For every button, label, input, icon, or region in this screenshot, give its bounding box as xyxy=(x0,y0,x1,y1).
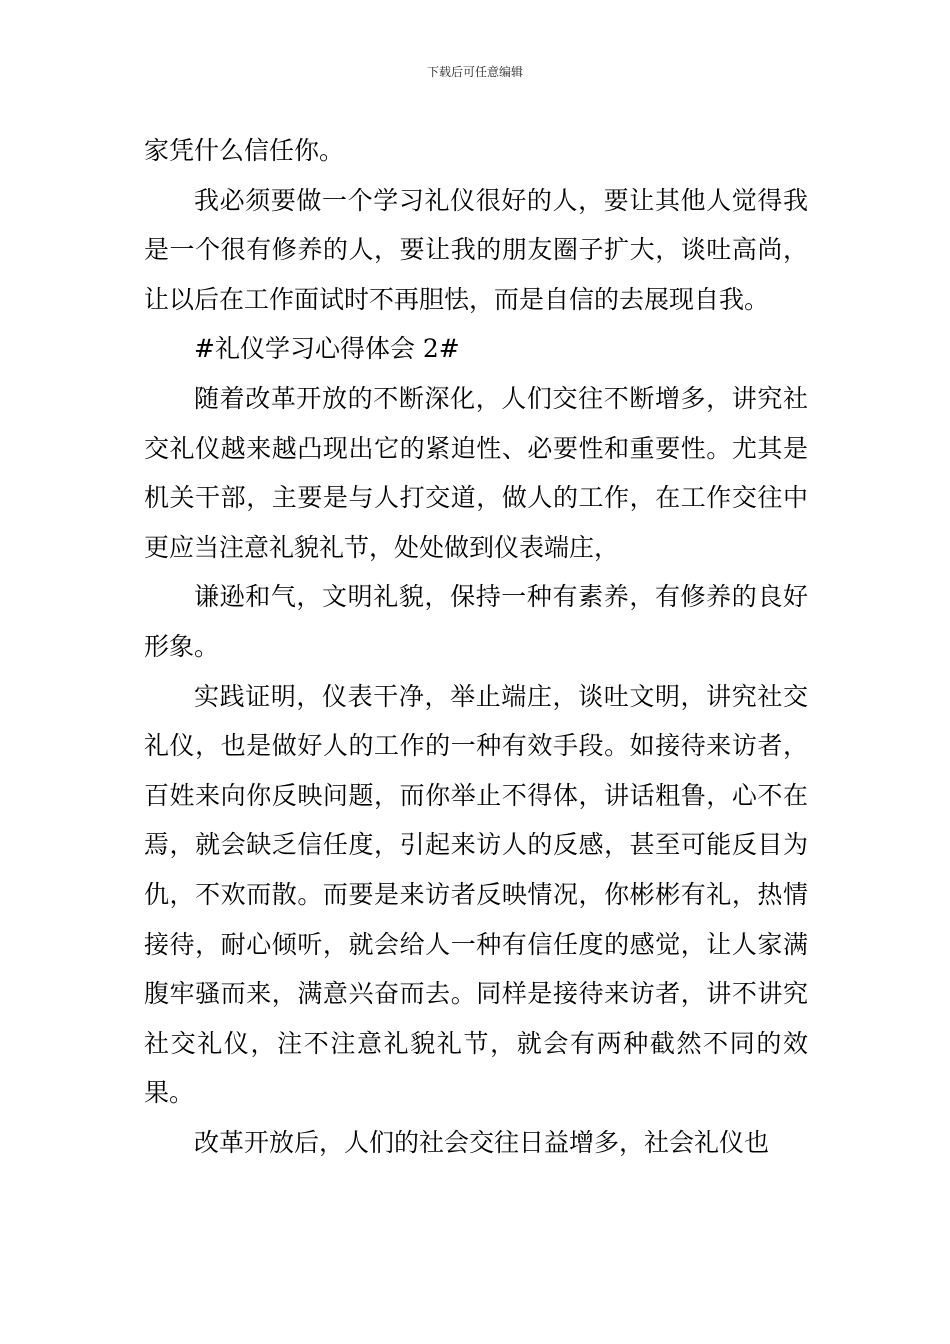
document-body xyxy=(144,126,808,1167)
paragraph: 改革开放后，人们的社会交往日益增多，社会礼仪也 xyxy=(194,1127,770,1157)
paragraph: 我必须要做一个学习礼仪很好的人，要让其他人觉得我是一个很有修养的人，要让我的朋友圈子扩大，谈吐高尚，让以后在工作面试时不再胆怯，而是自信的去展现自我。 xyxy=(144,185,808,314)
page-header: 下载后可任意编辑 xyxy=(426,65,523,79)
paragraph: 随着改革开放的不断深化，人们交往不断增多，讲究社交礼仪越来越凸现出它的紧迫性、必要性和重要性。尤其是机关干部，主要是与人打交道，做人的工作，在工作交往中更应当注意礼貌礼节，处处做到仪表端庄， xyxy=(144,383,808,562)
paragraph: 家凭什么信任你。 xyxy=(144,136,345,165)
section-heading: #礼仪学习心得体会 2# xyxy=(194,334,460,364)
paragraph: 实践证明，仪表干净，举止端庄，谈吐文明，讲究社交礼仪，也是做好人的工作的一种有效手段。如接待来访者，百姓来向你反映问题，而你举止不得体，讲话粗鲁，心不在焉，就会缺乏信任度，引起来访人的反感，甚至可能反目为仇，不欢而散。而要是来访者反映情况，你彬彬有礼，热情接待，耐心倾听，就会给人一种有信任度的感觉，让人家满腹牢骚而来，满意兴奋而去。同样是接待来访者，讲不讲究社交礼仪，注不注意礼貌礼节，就会有两种截然不同的效果。 xyxy=(144,681,808,1108)
paragraph: 谦逊和气，文明礼貌，保持一种有素养，有修养的良好形象。 xyxy=(144,582,808,661)
